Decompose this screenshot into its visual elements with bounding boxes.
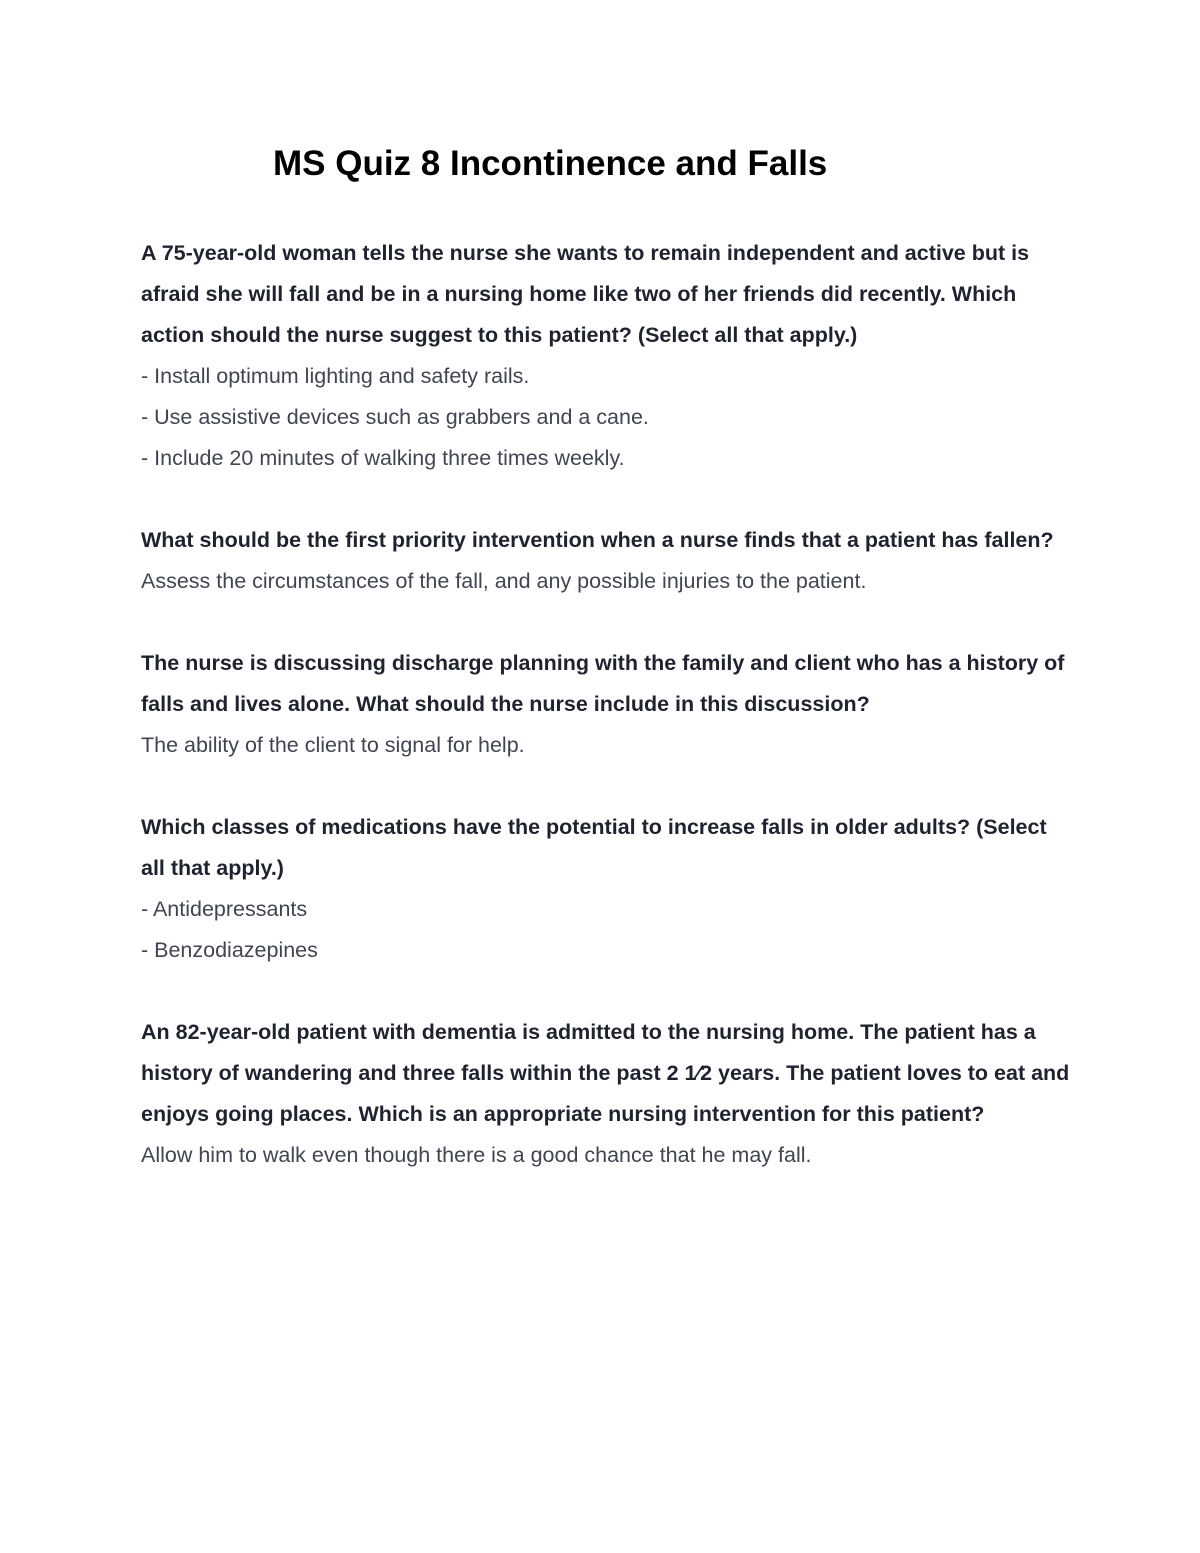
qa-item [141,807,1071,971]
question-text: What should be the first priority intervention when a nurse finds that a patient has fallen? [141,528,1054,552]
answer-text: - Use assistive devices such as grabbers and a cane. [141,405,649,429]
question-text: An 82-year-old patient with dementia is admitted to the nursing home. The patient has a history of wandering and three falls within the past 2 1⁄2 years. The patient loves to eat and enjoys going places. Which is an appropriate nursing intervention for this patient? [141,1020,1070,1126]
answer-text: Assess the circumstances of the fall, and any possible injuries to the patient. [141,569,867,593]
quiz-content [141,233,1071,1217]
question-text: Which classes of medications have the potential to increase falls in older adults? (Select all that apply.) [141,815,1047,880]
qa-item [141,233,1071,479]
answer-text: Allow him to walk even though there is a good chance that he may fall. [141,1143,812,1167]
answer-text: - Benzodiazepines [141,938,318,962]
document-title: MS Quiz 8 Incontinence and Falls [273,144,828,183]
answer-text: - Include 20 minutes of walking three times weekly. [141,446,625,470]
answer-text: - Install optimum lighting and safety rails. [141,364,530,388]
answer-text: - Antidepressants [141,897,308,921]
question-text: The nurse is discussing discharge planning with the family and client who has a history of falls and lives alone. What should the nurse include in this discussion? [141,651,1065,716]
question-text: A 75-year-old woman tells the nurse she wants to remain independent and active but is afraid she will fall and be in a nursing home like two of her friends did recently. Which action should the nurse suggest to this patient? (Select all that apply.) [141,241,1030,347]
qa-item [141,520,1071,602]
qa-item [141,1012,1071,1176]
qa-item [141,643,1071,766]
answer-text: The ability of the client to signal for help. [141,733,525,757]
